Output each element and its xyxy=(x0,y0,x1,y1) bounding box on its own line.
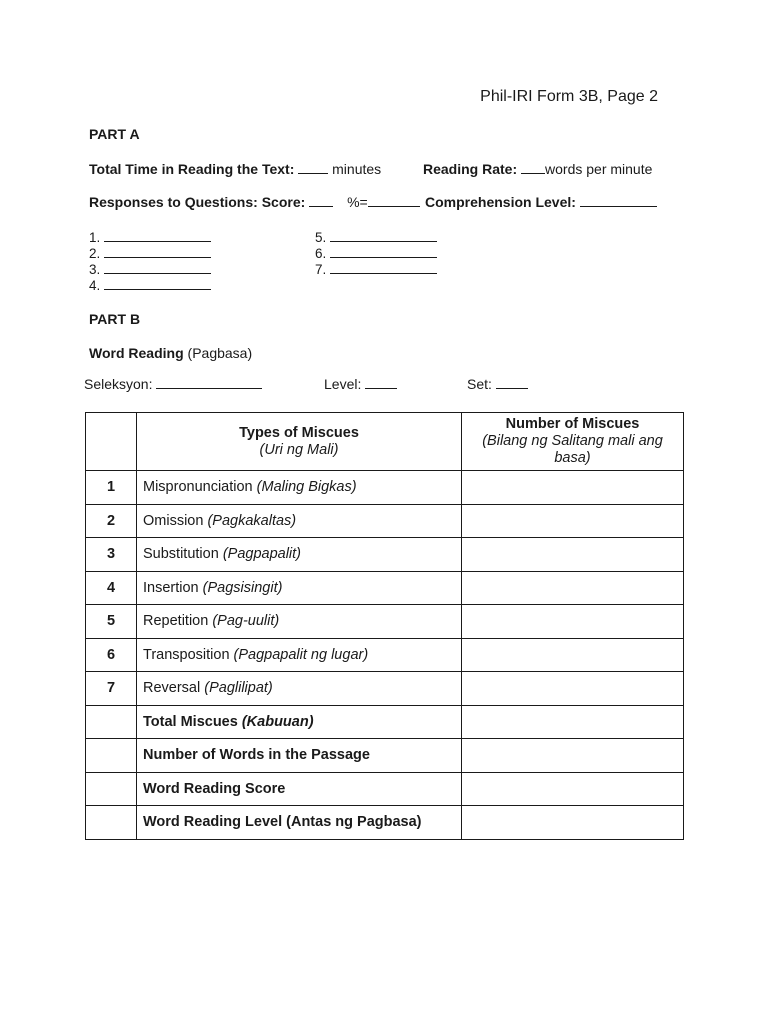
total-miscues-cell[interactable] xyxy=(462,705,684,739)
row-number: 5 xyxy=(86,605,137,639)
total-time-label: Total Time in Reading the Text: xyxy=(89,161,295,177)
table-row xyxy=(86,605,684,639)
table-row xyxy=(86,538,684,572)
table-row xyxy=(86,571,684,605)
part-b-heading: PART B xyxy=(89,311,141,327)
answer-item xyxy=(315,229,437,245)
row-number: 6 xyxy=(86,638,137,672)
header-number-sub: (Bilang ng Salitang mali ang basa) xyxy=(482,433,663,466)
row-number: 1 xyxy=(86,471,137,505)
table-row-total xyxy=(86,705,684,739)
row-number: 3 xyxy=(86,538,137,572)
header-number-col xyxy=(86,413,137,471)
row-type xyxy=(137,504,462,538)
word-reading-line xyxy=(89,345,252,361)
total-miscues-label xyxy=(137,705,462,739)
answer-item xyxy=(315,245,437,261)
set-line xyxy=(467,376,528,392)
word-reading-score-cell[interactable] xyxy=(462,772,684,806)
table-header-row xyxy=(86,413,684,471)
row-number-empty xyxy=(86,739,137,773)
level-blank[interactable] xyxy=(365,376,397,389)
answer-number: 5. xyxy=(315,230,327,245)
percent-label: %= xyxy=(347,194,368,210)
row-count-cell[interactable] xyxy=(462,638,684,672)
answer-item xyxy=(89,245,211,261)
row-type-label: Insertion xyxy=(143,579,199,596)
form-label: Phil-IRI Form 3B, Page 2 xyxy=(480,88,658,105)
answer-number: 3. xyxy=(89,262,101,277)
answer-item xyxy=(89,229,211,245)
header-number-of-miscues xyxy=(462,413,684,471)
row-type-label: Repetition xyxy=(143,613,209,630)
answer-blank[interactable] xyxy=(330,245,437,258)
answer-item xyxy=(89,277,211,293)
row-count-cell[interactable] xyxy=(462,672,684,706)
row-type-label: Omission xyxy=(143,512,204,529)
reading-rate-line xyxy=(423,161,652,177)
row-type xyxy=(137,605,462,639)
words-in-passage-cell[interactable] xyxy=(462,739,684,773)
comprehension-line xyxy=(425,194,657,210)
row-type-sub: (Pag-uulit) xyxy=(212,613,280,630)
row-number: 4 xyxy=(86,571,137,605)
row-type-label: Mispronunciation xyxy=(143,479,253,496)
row-type-sub: (Pagpapalit) xyxy=(222,546,301,563)
comprehension-label: Comprehension Level: xyxy=(425,194,576,210)
answer-blank[interactable] xyxy=(104,245,211,258)
row-count-cell[interactable] xyxy=(462,605,684,639)
header-types-sub: (Uri ng Mali) xyxy=(259,441,339,458)
table-row-words xyxy=(86,739,684,773)
seleksyon-blank[interactable] xyxy=(156,376,262,389)
table-row xyxy=(86,672,684,706)
header-number-label: Number of Miscues xyxy=(505,416,640,432)
answer-blank[interactable] xyxy=(104,229,211,242)
table-row xyxy=(86,471,684,505)
level-line xyxy=(324,376,397,392)
row-type xyxy=(137,471,462,505)
set-blank[interactable] xyxy=(496,376,528,389)
row-count-cell[interactable] xyxy=(462,538,684,572)
answer-number: 1. xyxy=(89,230,101,245)
responses-line xyxy=(89,194,420,210)
header-types xyxy=(137,413,462,471)
table-row xyxy=(86,504,684,538)
answer-item xyxy=(89,261,211,277)
row-type-sub: (Paglilipat) xyxy=(204,680,273,697)
total-time-blank[interactable] xyxy=(298,161,328,174)
word-reading-level-cell[interactable] xyxy=(462,806,684,840)
seleksyon-label: Seleksyon: xyxy=(84,376,153,392)
table-row-score xyxy=(86,772,684,806)
row-type xyxy=(137,638,462,672)
row-type-sub: (Pagkakaltas) xyxy=(207,512,297,529)
total-time-line xyxy=(89,161,381,177)
total-sub: (Kabuuan) xyxy=(241,713,314,730)
reading-rate-unit: words per minute xyxy=(545,161,653,177)
responses-label: Responses to Questions: Score: xyxy=(89,194,306,210)
row-count-cell[interactable] xyxy=(462,471,684,505)
answer-blank[interactable] xyxy=(330,261,437,274)
word-reading-score-label: Word Reading Score xyxy=(137,772,462,806)
comprehension-blank[interactable] xyxy=(580,194,657,207)
word-reading-label: Word Reading xyxy=(89,345,184,361)
percent-blank[interactable] xyxy=(368,194,420,207)
row-number: 2 xyxy=(86,504,137,538)
level-label: Level: xyxy=(324,376,362,392)
row-type-sub: (Pagsisingit) xyxy=(202,579,283,596)
table-row xyxy=(86,638,684,672)
seleksyon-line xyxy=(84,376,262,392)
reading-rate-label: Reading Rate: xyxy=(423,161,518,177)
row-number: 7 xyxy=(86,672,137,706)
row-type xyxy=(137,672,462,706)
row-type xyxy=(137,538,462,572)
words-in-passage-label: Number of Words in the Passage xyxy=(137,739,462,773)
answer-number: 7. xyxy=(315,262,327,277)
row-type xyxy=(137,571,462,605)
answer-number: 2. xyxy=(89,246,101,261)
row-type-label: Transposition xyxy=(143,646,230,663)
row-type-label: Reversal xyxy=(143,680,201,697)
total-label: Total Miscues xyxy=(143,713,238,730)
answer-blank[interactable] xyxy=(104,277,211,290)
table-row-level xyxy=(86,806,684,840)
answer-blank[interactable] xyxy=(330,229,437,242)
part-a-heading: PART A xyxy=(89,126,140,142)
word-reading-level-label: Word Reading Level (Antas ng Pagbasa) xyxy=(137,806,462,840)
row-count-cell[interactable] xyxy=(462,571,684,605)
miscues-table xyxy=(85,412,684,840)
row-number-empty xyxy=(86,772,137,806)
word-reading-sub: (Pagbasa) xyxy=(187,345,253,361)
answer-number: 4. xyxy=(89,278,101,293)
answer-number: 6. xyxy=(315,246,327,261)
row-type-label: Substitution xyxy=(143,546,219,563)
total-time-unit: minutes xyxy=(332,161,382,177)
row-number-empty xyxy=(86,705,137,739)
header-types-label: Types of Miscues xyxy=(239,424,359,441)
row-number-empty xyxy=(86,806,137,840)
row-count-cell[interactable] xyxy=(462,504,684,538)
row-type-sub: (Pagpapalit ng lugar) xyxy=(233,646,369,663)
reading-rate-blank[interactable] xyxy=(521,161,545,174)
row-type-sub: (Maling Bigkas) xyxy=(256,479,357,496)
set-label: Set: xyxy=(467,376,492,392)
score-blank[interactable] xyxy=(309,194,333,207)
answer-blank[interactable] xyxy=(104,261,211,274)
answer-item xyxy=(315,261,437,277)
